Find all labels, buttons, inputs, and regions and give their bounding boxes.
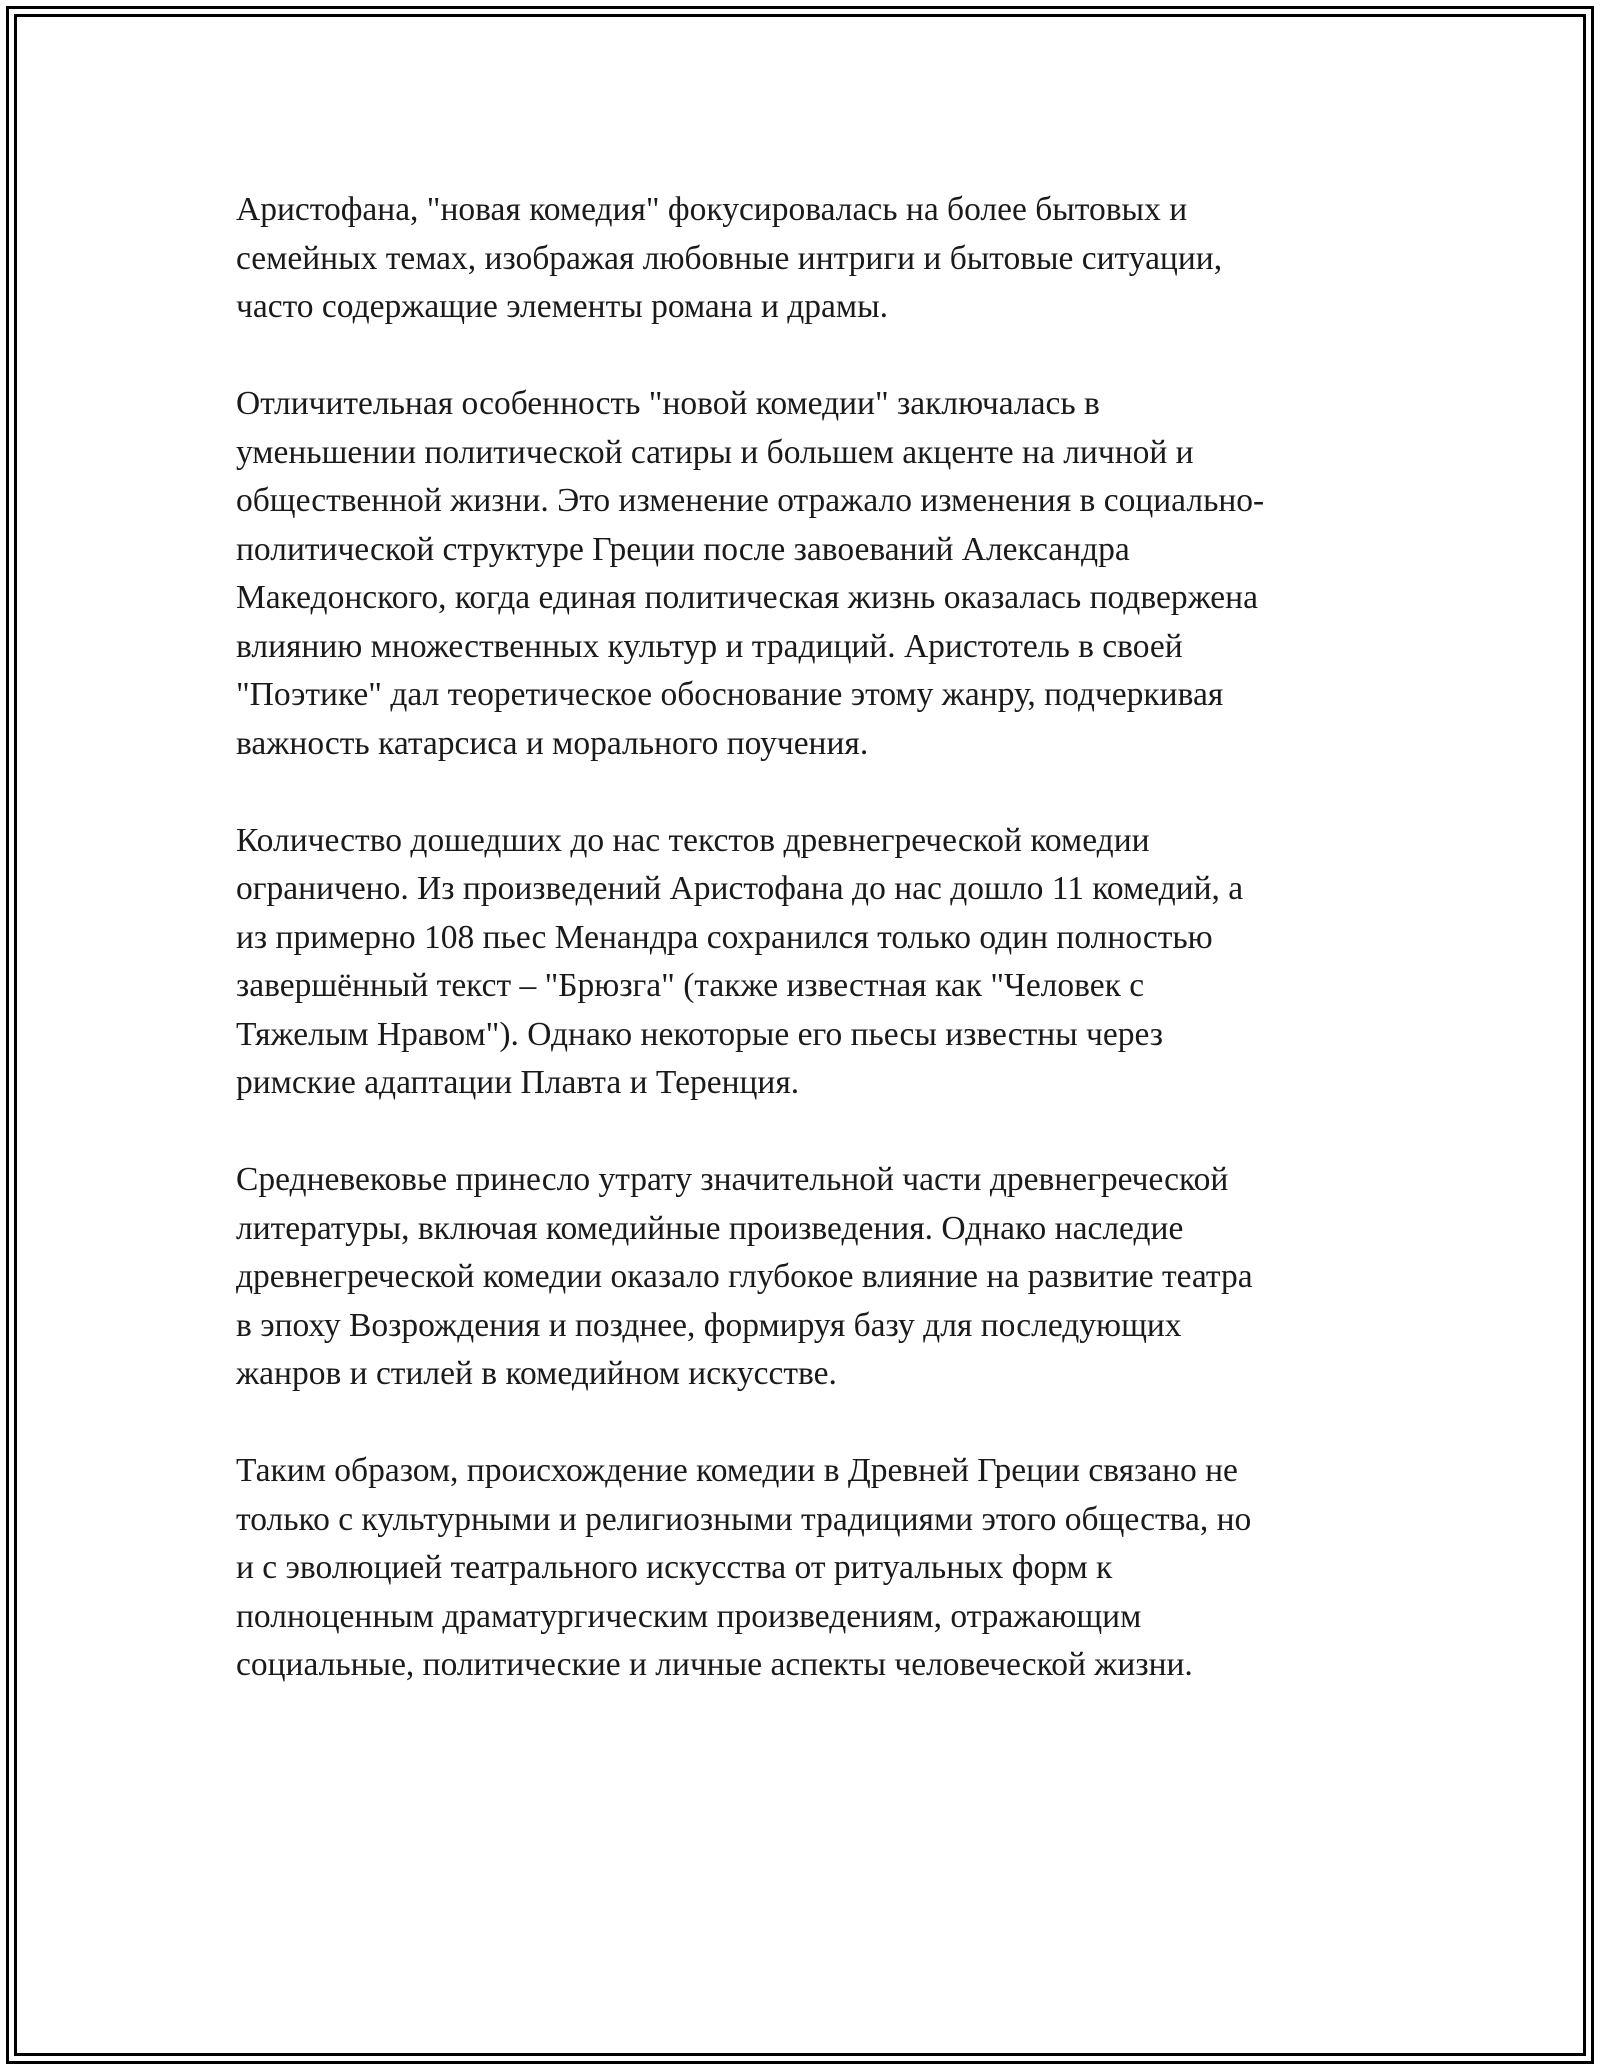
text-line: Аристофана, "новая комедия" фокусировалась на более бытовых и xyxy=(236,191,1188,228)
text-line: Македонского, когда единая политическая жизнь оказалась подвержена xyxy=(236,579,1258,616)
paragraph-2 xyxy=(236,380,1366,768)
paragraph-4 xyxy=(236,1156,1366,1399)
text-line: семейных темах, изображая любовные интриги и бытовые ситуации, xyxy=(236,239,1223,277)
text-line: Тяжелым Нравом"). Однако некоторые его пьесы известны через xyxy=(236,1015,1164,1053)
text-line: Средневековье принесло утрату значительной части древнегреческой xyxy=(236,1161,1229,1198)
text-line: полноценным драматургическим произведениям, отражающим xyxy=(236,1597,1142,1635)
text-line: в эпоху Возрождения и позднее, формируя базу для последующих xyxy=(236,1306,1182,1344)
text-line: Количество дошедших до нас текстов древнегреческой комедии xyxy=(236,821,1150,859)
text-line: ограничено. Из произведений Аристофана до нас дошло 11 комедий, а xyxy=(236,870,1244,907)
paragraph-1 xyxy=(236,186,1366,332)
text-line: и с эволюцией театрального искусства от ритуальных форм к xyxy=(236,1549,1113,1586)
text-line: литературы, включая комедийные произведения. Однако наследие xyxy=(236,1209,1184,1247)
text-line: влиянию множественных культур и традиций. Аристотель в своей xyxy=(236,627,1183,665)
text-line: Отличительная особенность "новой комедии" заключалась в xyxy=(236,385,1100,422)
text-line: Таким образом, происхождение комедии в Древней Греции связано не xyxy=(236,1452,1238,1489)
text-line: римские адаптации Плавта и Теренция. xyxy=(236,1064,800,1101)
text-line: политической структуре Греции после завоеваний Александра xyxy=(236,530,1130,568)
text-line: древнегреческой комедии оказало глубокое влияние на развитие театра xyxy=(236,1258,1253,1295)
paragraph-3 xyxy=(236,817,1366,1108)
text-line: уменьшении политической сатиры и большем акценте на личной и xyxy=(236,433,1194,471)
text-line: из примерно 108 пьес Менандра сохранился только один полностью xyxy=(236,918,1213,956)
document-body xyxy=(236,186,1366,1738)
text-line: завершённый текст – "Брюзга" (также известная как "Человек с xyxy=(236,967,1145,1004)
text-line: социальные, политические и личные аспекты человеческой жизни. xyxy=(236,1646,1193,1683)
text-line: только с культурными и религиозными традициями этого общества, но xyxy=(236,1500,1252,1538)
text-line: важность катарсиса и морального поучения. xyxy=(236,724,869,762)
text-line: часто содержащие элементы романа и драмы. xyxy=(236,288,889,325)
text-line: жанров и стилей в комедийном искусстве. xyxy=(236,1355,837,1392)
text-line: "Поэтике" дал теоретическое обоснование этому жанру, подчеркивая xyxy=(236,676,1224,713)
text-line: общественной жизни. Это изменение отражало изменения в социально- xyxy=(236,482,1265,519)
paragraph-5 xyxy=(236,1447,1366,1690)
